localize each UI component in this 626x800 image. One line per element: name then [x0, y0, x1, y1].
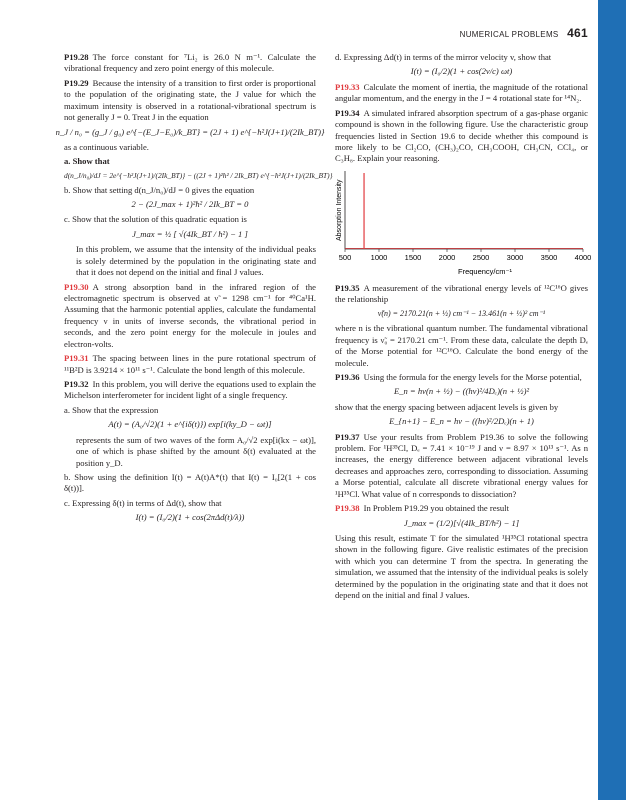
problem-number: P19.35 — [335, 282, 360, 293]
subpart-c: c. Show that the solution of this quadratic equation is — [64, 214, 247, 225]
problem-number: P19.33 — [335, 81, 360, 92]
subpart-a: a. Show that — [64, 156, 110, 167]
problem-text: Using the formula for the energy levels for the Morse potential, — [363, 371, 582, 382]
x-tick-label: 2500 — [472, 252, 490, 262]
subpart-c: c. Expressing δ(t) in terms of Δd(t), show that — [64, 497, 222, 508]
problem-p19-38 — [335, 503, 588, 514]
x-tick-label: 4000 — [574, 252, 592, 262]
problem-p19-34 — [335, 108, 588, 165]
running-header — [460, 26, 588, 42]
problem-p19-37 — [335, 432, 588, 501]
problem-p19-35 — [335, 283, 588, 306]
chart-svg — [335, 169, 592, 277]
problem-text: Use your results from Problem P19.36 to solve the following problem. For ¹H³⁵Cl, Dₑ = 7.41 × 10⁻¹⁹ J and ν = 8.97 × 10¹³ s⁻¹. As n increases, the energy difference between adjacent vibrational levels decreases and approaches zero, corresponding to dissociation. Assuming a Morse potential, calculate all discrete vibrational energy values for ¹H³⁵Cl. What value of n corresponds to dissociation? — [335, 431, 588, 499]
x-tick-label: 3000 — [506, 252, 524, 262]
x-axis-label: Frequency/cm⁻¹ — [458, 266, 512, 276]
equation: ν̃(n) = 2170.21(n + ½) cm⁻¹ − 13.461(n + ½)² cm⁻¹ — [377, 308, 546, 318]
right-column — [335, 52, 592, 605]
problem-number: P19.37 — [335, 431, 360, 442]
problem-number: P19.31 — [64, 353, 89, 364]
subpart-b: b. Show using the definition I(t) = A(t)A*(t) that I(t) = I₀[2(1 + cos δ(t))]. — [64, 471, 316, 494]
equation: E_{n+1} − E_n = hν − ((hν)²/2Dₑ)(n + 1) — [389, 416, 534, 427]
problem-text: A strong absorption band in the infrared region of the electromagnetic spectrum is observed at ν̃ = 1298 cm⁻¹ for ⁴⁰Ca¹H. Assuming that the harmonic potential applies, calculate the fundamental frequency ν in units of inverse seconds, the vibrational period in seconds, and the zero point energy for the molecule in joules and electron-volts. — [64, 281, 316, 349]
problem-text: A measurement of the vibrational energy levels of ¹²C¹⁶O gives the relationship — [335, 282, 588, 305]
problem-number: P19.38 — [335, 503, 360, 514]
x-tick-label: 1000 — [370, 252, 388, 262]
problem-text: In Problem P19.29 you obtained the result — [363, 503, 509, 514]
problem-text: The spacing between lines in the pure rotational spectrum of ¹¹B²D is 3.9214 × 10¹¹ s⁻¹. Calculate the bond length of this molecule. — [64, 353, 316, 375]
problem-text: Calculate the moment of inertia, the magnitude of the rotational angular momentum, and the energy in the J = 4 rotational state for ¹⁴N₂. — [335, 81, 588, 104]
page-edge-tab — [598, 0, 626, 800]
problem-p19-32 — [64, 379, 316, 402]
problem-text: The force constant for ⁷Li₂ is 26.0 N m⁻¹. Calculate the vibrational frequency and zero point energy of this molecule. — [64, 52, 316, 74]
x-tick-label: 3500 — [540, 252, 558, 262]
problem-p19-28 — [64, 52, 316, 75]
left-column — [55, 52, 333, 528]
equation: J_max = ½ [ √(4Ik_BT / ħ²) − 1 ] — [132, 228, 248, 239]
problem-number: P19.28 — [64, 52, 89, 62]
ir-spectrum-chart — [335, 169, 592, 277]
subpart-d: d. Expressing Δd(t) in terms of the mirror velocity v, show that — [335, 52, 552, 62]
problem-text: Because the intensity of a transition to first order is proportional to the population of the originating state, the J value for which the maximum intensity is observed in a rotational-vibrational spectrum is not generally J = 0. Treat J in the equation — [64, 77, 316, 123]
x-tick-label: 1500 — [404, 252, 422, 262]
equation: 2 − (2J_max + 1)²ħ² / 2Ik_BT = 0 — [131, 199, 249, 210]
page-number: 461 — [567, 26, 588, 40]
subpart-a-note: represents the sum of two waves of the form A₀/√2 exp[i(kx − ωt)], one of which is phase shifted by the amount δ(t) evaluated at the position y_D. — [76, 434, 316, 468]
problem-p19-33 — [335, 82, 588, 105]
x-tick-label: 2000 — [438, 252, 456, 262]
problem-number: P19.36 — [335, 371, 360, 382]
equation: I(t) = (I₀/2)(1 + cos(2v/c) ωt) — [410, 66, 513, 77]
problem-number: P19.30 — [64, 281, 89, 292]
subpart-a: a. Show that the expression — [64, 404, 159, 415]
problem-text: A simulated infrared absorption spectrum of a gas-phase organic compound is shown in the following figure. Use the characteristic group frequencies listed in Section 19.6 to decide whether this compound is more likely to be Cl₂CO, (CH₃)₂CO, CH₃COOH, CH₃CN, CCl₄, or C₃H₈. Explain your reasoning. — [335, 107, 588, 164]
section-title: NUMERICAL PROBLEMS — [459, 30, 559, 39]
problem-number: P19.34 — [335, 107, 360, 118]
equation: I(t) = (I₀/2)(1 + cos(2πΔd(t)/λ)) — [135, 512, 245, 523]
note: In this problem, we assume that the intensity of the individual peaks is solely determined by the population in the originating state and that it does not depend on the initial and final J values. — [76, 244, 316, 278]
x-tick-label: 500 — [338, 252, 352, 262]
problem-text: In this problem, you will derive the equations used to explain the Michelson interferometer for incident light of a single frequency. — [64, 378, 316, 401]
equation: J_max = (1/2)[√(4Ik_BT/ħ²) − 1] — [403, 517, 520, 528]
subpart-b: b. Show that setting d(n_J/n₀)/dJ = 0 gives the equation — [64, 184, 255, 195]
problem-p19-36 — [335, 372, 588, 383]
problem-p19-30 — [64, 282, 316, 351]
equation: E_n = hν(n + ½) − ((hν)²/4Dₑ)(n + ½)² — [393, 386, 530, 397]
equation: d(n_J/n₀)/dJ = 2e^{−ħ²J(J+1)/(2Ik_BT)} − ((2J + 1)²ħ² / 2Ik_BT) e^{−ħ²J(J+1)/(2Ik_BT)} — [64, 170, 333, 180]
problem-number: P19.29 — [64, 77, 89, 88]
text-continuation: as a continuous variable. — [64, 141, 149, 152]
problem-text: where n is the vibrational quantum number. The fundamental vibrational frequency is ν̃₀ = 2170.21 cm⁻¹. From these data, calculate the depth Dₑ of the Morse potential for ¹²C¹⁶O. Calculate the bond energy of the molecule. — [335, 323, 588, 368]
problem-p19-31 — [64, 353, 316, 376]
problem-number: P19.32 — [64, 378, 89, 389]
problem-text: Using this result, estimate T for the simulated ¹H³⁵Cl rotational spectra shown in the following figure. Give realistic estimates of the precision with which you can determine T from the spectra. In generating the simulation, we assumed that the intensity of the individual peaks is solely determined by the population in the originating state and that it does not depend on the initial and final J values. — [335, 533, 588, 601]
problem-p19-29 — [64, 78, 316, 124]
equation: n_J / n₀ = (g_J / g₀) e^{−(E_J−E₀)/k_BT} = (2J + 1) e^{−ħ²J(J+1)/(2Ik_BT)} — [55, 126, 325, 137]
problem-text: show that the energy spacing between adjacent levels is given by — [335, 401, 559, 412]
equation: A(t) = (A₀/√2)(1 + e^{iδ(t)}) exp[i(ky_D − ωt)] — [108, 419, 272, 430]
y-axis-label: Absorption Intensity — [336, 179, 343, 241]
